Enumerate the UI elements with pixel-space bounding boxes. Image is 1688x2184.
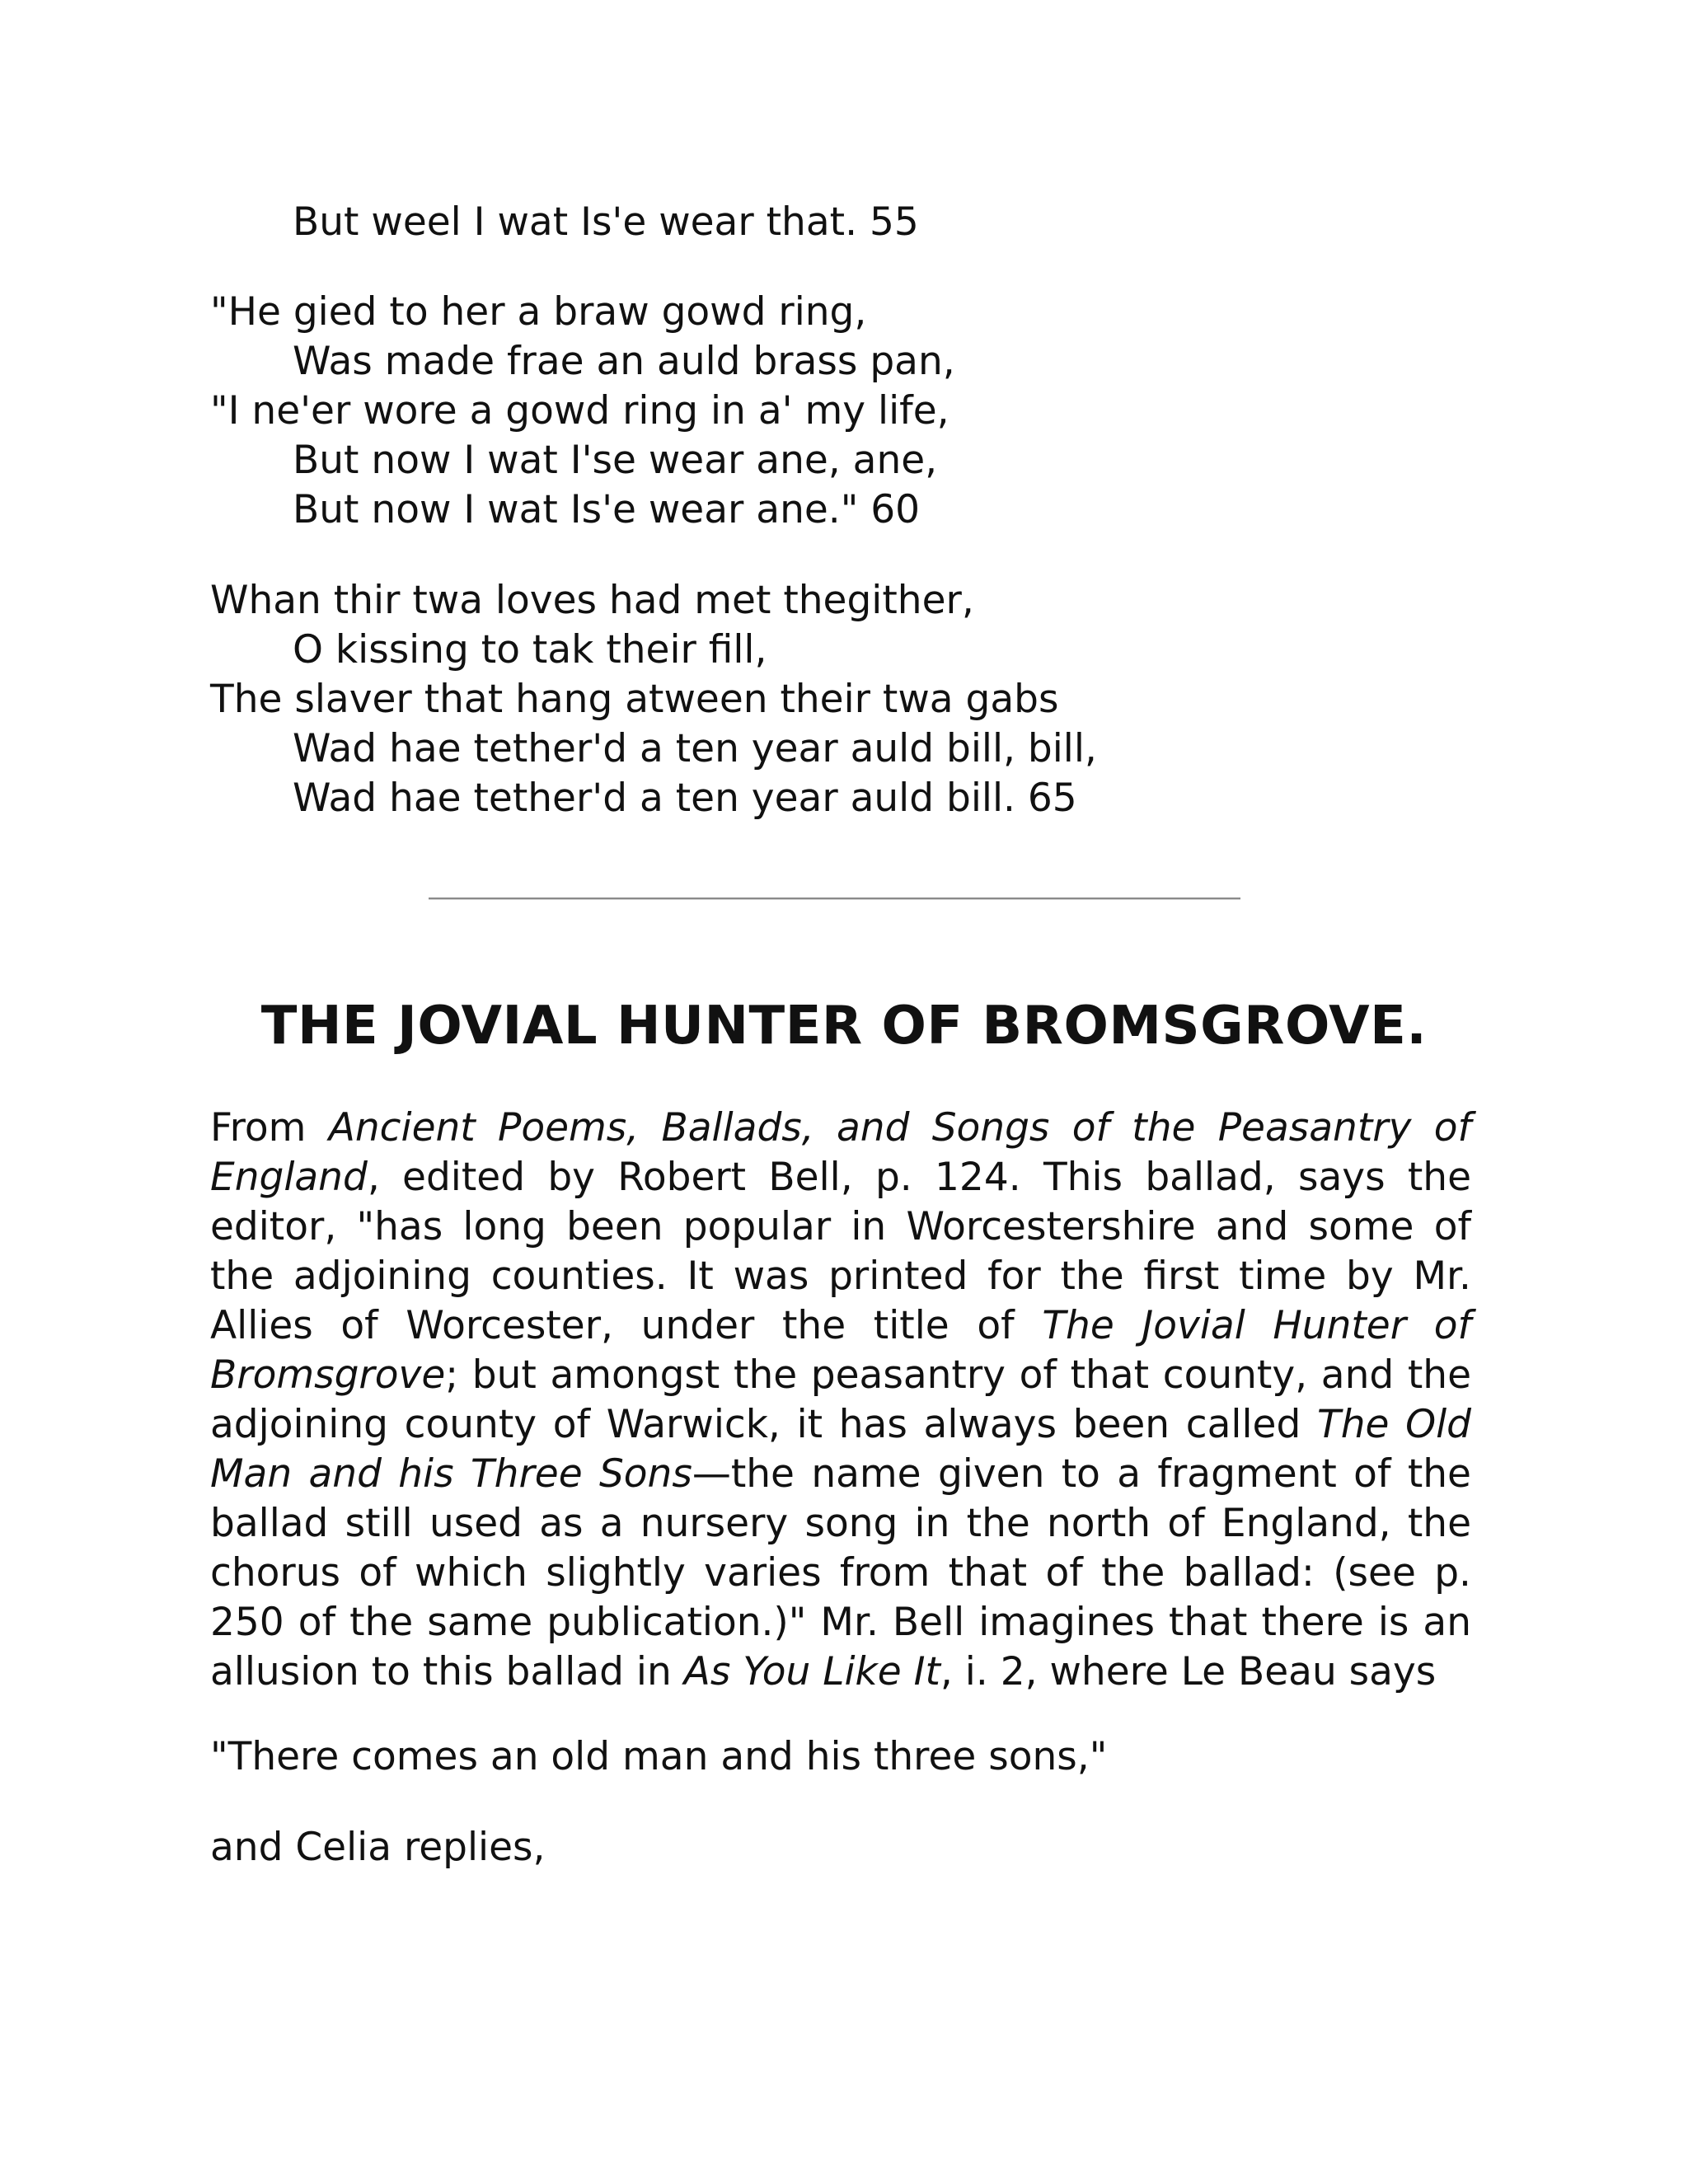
ballad-title: THE JOVIAL HUNTER OF BROMSGROVE. [260,996,1428,1057]
book-title: Ancient Poems, Ballads, and Songs of the Peasantry of England [210,1105,1471,1200]
intro-text: , i. 2, where Le Beau says [940,1649,1437,1694]
verse-line: Whan thir twa loves had met thegither, [210,578,974,623]
verse-line: O kissing to tak their fill, [293,627,767,673]
alternate-ballad-name: The Old Man and his Three Sons [210,1402,1471,1497]
closing-line: and Celia replies, [210,1825,546,1870]
intro-text: ; but amongst the peasantry of that county, and the adjoining county of Warwick, it has always been called [210,1352,1471,1447]
verse-line: The slaver that hang atween their twa gabs [210,677,1059,722]
intro-text: —the name given to a fragment of the ballad still used as a nursery song in the north of England, the chorus of which slightly varies from that of the ballad: (see p. 250 of the same publication.)" Mr. Bell imagines that there is an allusion to this ballad in [210,1451,1471,1694]
play-title: As You Like It [683,1649,940,1694]
stanza-fragment [210,198,1529,247]
intro-text: From [210,1105,329,1151]
verse-line: "He gied to her a braw gowd ring, [210,289,867,335]
stanza-ring [210,288,1529,535]
verse-line: "I ne'er wore a gowd ring in a' my life, [210,388,950,434]
verse-line: But now I wat I'se wear ane, ane, [293,438,938,483]
stanza-loves [210,576,1529,823]
verse-line: But weel I wat Is'e wear that. 55 [293,199,919,245]
verse-line: Was made frae an auld brass pan, [293,339,955,384]
verse-line: Wad hae tether'd a ten year auld bill. 65 [293,776,1077,821]
verse-line: Wad hae tether'd a ten year auld bill, bill, [293,726,1097,771]
verse-line: But now I wat Is'e wear ane." 60 [293,487,921,532]
quote-line: "There comes an old man and his three sons," [210,1734,1108,1779]
section-divider [429,898,1240,900]
intro-paragraph [210,1104,1471,1697]
ballad-name: The Jovial Hunter of Bromsgrove [210,1303,1471,1398]
intro-text: , edited by Robert Bell, p. 124. This ballad, says the editor, "has long been popular in Worcestershire and some of the adjoining counties. It was printed for the first time by Mr. Allies of Worcester, under the title of [210,1155,1471,1348]
